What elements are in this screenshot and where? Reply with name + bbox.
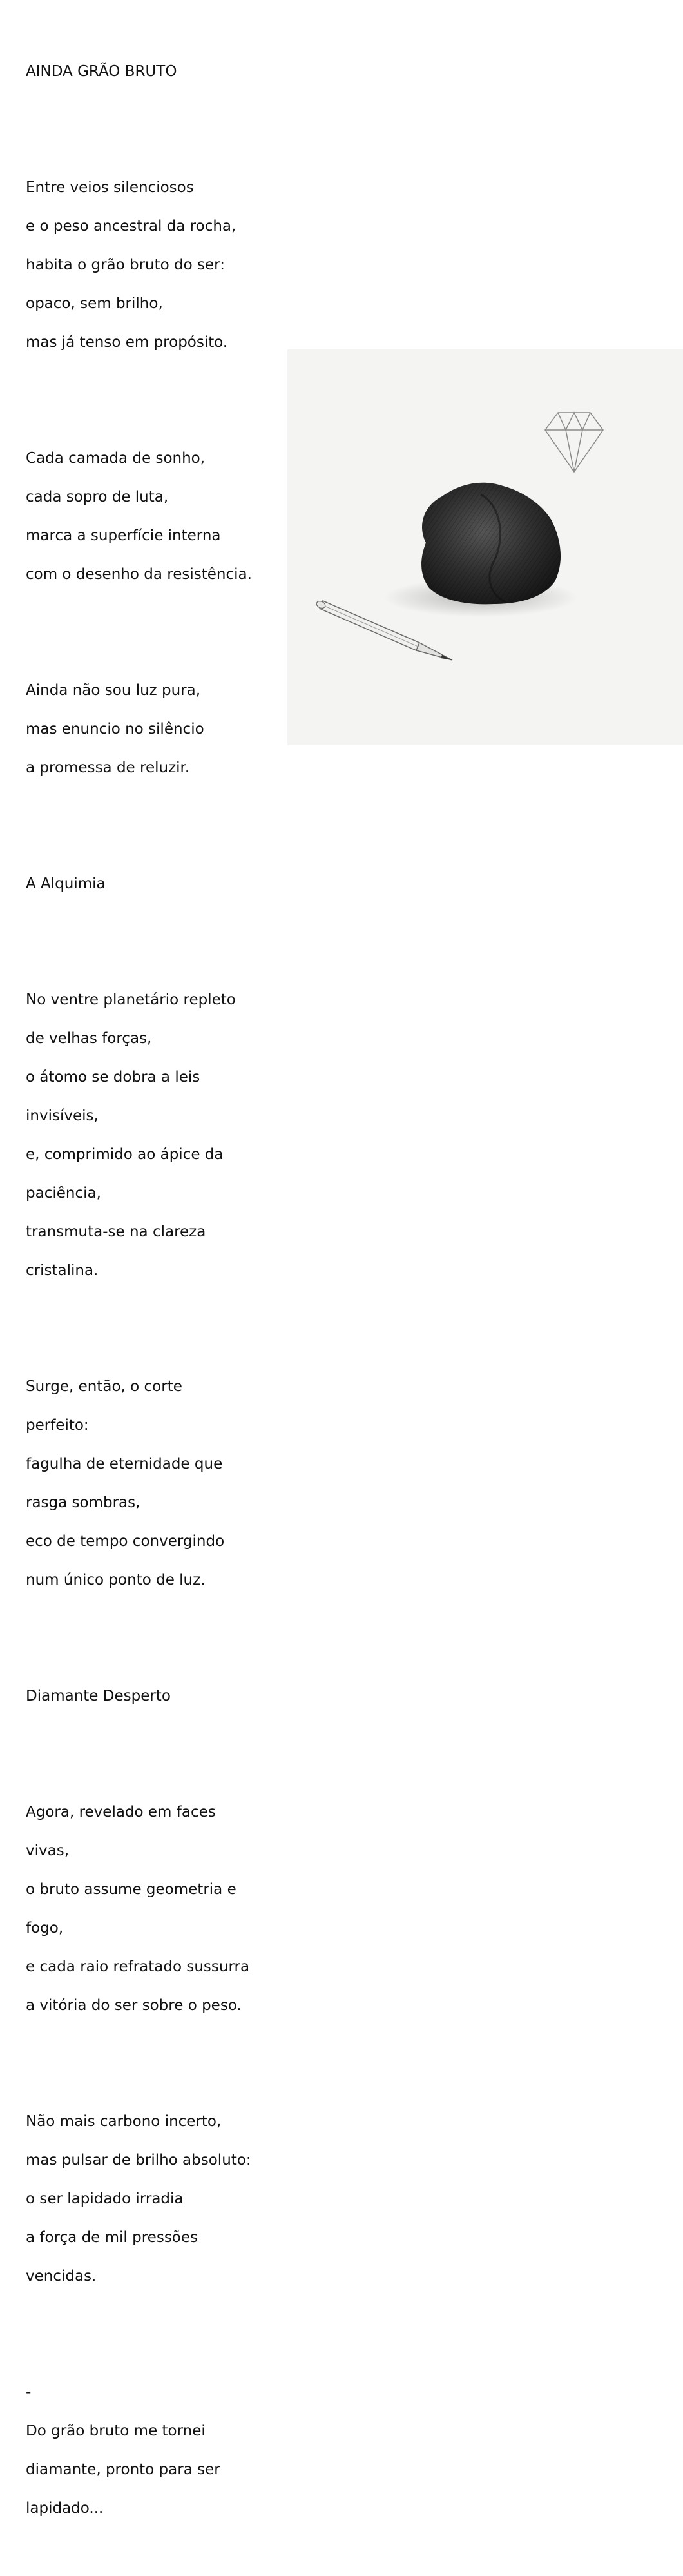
stanza-4 [26, 971, 284, 1300]
poem-line: o ser lapidado irradia [26, 2191, 184, 2207]
poem-line: eco de tempo convergindo [26, 1533, 225, 1550]
stanza-7 [26, 2093, 284, 2305]
poem-line: o átomo se dobra a leis [26, 1069, 200, 1086]
stanza-5 [26, 1358, 284, 1609]
section-title: Diamante Desperto [26, 1688, 171, 1704]
stanza-1 [26, 159, 284, 371]
poem-line: Agora, revelado em faces [26, 1804, 216, 1820]
poem-text [26, 23, 284, 2576]
poem-line: de velhas forças, [26, 1030, 152, 1047]
poem-line: a vitória do ser sobre o peso. [26, 1997, 242, 2014]
poem-line: Do grão bruto me tornei [26, 2423, 206, 2439]
poem-line: e cada raio refratado sussurra [26, 1958, 250, 1975]
sketch-svg [287, 349, 683, 745]
stanza-2 [26, 429, 284, 603]
poem-line: e o peso ancestral da rocha, [26, 218, 236, 235]
poem-line: mas pulsar de brilho absoluto: [26, 2152, 251, 2169]
poem-line: Entre veios silenciosos [26, 179, 194, 196]
poem-line: vencidas. [26, 2268, 97, 2285]
poem-line: marca a superfície interna [26, 527, 221, 544]
poem-line: cristalina. [26, 1262, 99, 1279]
poem-line: opaco, sem brilho, [26, 295, 163, 312]
diamond-outline [545, 413, 603, 472]
poem-line: e, comprimido ao ápice da [26, 1146, 224, 1163]
poem-line: o bruto assume geometria e [26, 1881, 236, 1898]
poem-line: mas já tenso em propósito. [26, 334, 228, 351]
poem-line: rasga sombras, [26, 1494, 140, 1511]
poem-line: Surge, então, o corte [26, 1378, 182, 1395]
poem-line: paciência, [26, 1185, 101, 1202]
poem-line: com o desenho da resistência. [26, 566, 252, 583]
poem-line: Cada camada de sonho, [26, 450, 206, 467]
poem-line: transmuta-se na clareza [26, 1224, 206, 1240]
poem-line: invisíveis, [26, 1107, 99, 1124]
poem-line: lapidado... [26, 2500, 104, 2517]
poem-line: Ainda não sou luz pura, [26, 682, 201, 699]
poem-line: a força de mil pressões [26, 2229, 198, 2246]
poem-line: No ventre planetário repleto [26, 991, 236, 1008]
section-title: A Alquimia [26, 875, 106, 892]
poem-line: fogo, [26, 1920, 64, 1937]
poem-line: - [26, 2384, 32, 2401]
stanza-6 [26, 1783, 284, 2034]
poem-title-line: AINDA GRÃO BRUTO [26, 63, 177, 80]
poem-line: diamante, pronto para ser [26, 2461, 220, 2478]
stanza-3 [26, 661, 284, 797]
poem-title [26, 43, 284, 101]
poem-line: mas enuncio no silêncio [26, 721, 204, 737]
poem-line: perfeito: [26, 1417, 89, 1434]
poem-line: a promessa de reluzir. [26, 759, 190, 776]
poem-line: habita o grão bruto do ser: [26, 257, 225, 273]
poem-line: num único ponto de luz. [26, 1572, 206, 1588]
section-title-alquimia [26, 855, 284, 913]
poem-line: cada sopro de luta, [26, 489, 169, 505]
section-title-diamante [26, 1667, 284, 1725]
stone-sketch-illustration [287, 349, 683, 745]
stanza-8 [26, 2363, 284, 2537]
poem-line: vivas, [26, 1842, 70, 1859]
poem-line: fagulha de eternidade que [26, 1456, 223, 1472]
poem-line: Não mais carbono incerto, [26, 2113, 222, 2130]
